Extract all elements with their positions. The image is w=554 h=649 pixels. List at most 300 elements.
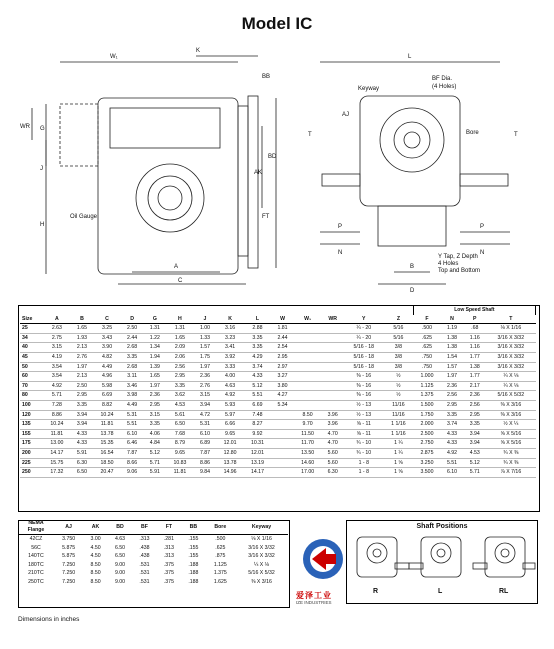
table-cell: 5.71 [463,468,486,478]
table-cell: 2.95 [143,400,166,410]
table-cell: 3.94 [463,439,486,449]
table-cell: 50 [20,362,43,372]
table-cell: 4.33 [441,429,464,439]
table-cell: 1.34 [143,343,166,353]
nema-cell: .375 [163,570,174,577]
table-cell: 4.82 [93,352,120,362]
table-cell: 2.50 [71,381,94,391]
nema-cell: 180TC [28,561,44,568]
table-cell: 3.54 [43,372,70,382]
dim-d: D [410,288,415,294]
table-cell: 7.68 [166,429,193,439]
table-body [20,324,536,478]
nema-column-header: AK [83,520,107,535]
table-row [20,439,536,449]
table-cell: 120 [20,410,43,420]
bf-dia-label: BF Dia. [432,76,453,82]
side-view [32,56,276,284]
dim-h: H [40,222,45,228]
table-cell: 3.35 [463,420,486,430]
table-cell: 3.35 [244,343,271,353]
table-cell: 1 ¼ [384,439,414,449]
table-cell: 11/16 [384,400,414,410]
column-header: D [121,315,144,324]
nema-row [18,535,288,544]
nema-cell: .188 [188,561,199,568]
table-cell: 4.53 [166,400,193,410]
table-cell: 15.75 [43,458,70,468]
table-cell: 6.10 [121,429,144,439]
dim-c: C [178,278,183,284]
table-cell: 4.33 [244,372,271,382]
column-header: A [43,315,70,324]
table-cell: 6.50 [166,420,193,430]
table-cell: 11.81 [43,429,70,439]
table-cell: 5.98 [93,381,120,391]
nema-cell: 9.00 [114,578,126,585]
gearbox-drawing [0,36,554,296]
table-row [20,468,536,478]
table-cell [271,448,294,458]
table-cell: ½ [384,372,414,382]
table-cell: 5/16 X 5/32 [486,391,535,401]
nema-row [18,578,288,587]
nema-cell: 210TC [28,570,44,577]
table-cell [271,429,294,439]
table-cell [294,362,321,372]
nema-cell: 3.750 [62,536,76,542]
table-cell: ¾ - 10 [344,439,383,449]
nema-cell: 5/16 X 5/32 [248,570,275,577]
table-cell: 5/16 [384,333,414,343]
table-cell: 1.000 [413,372,440,382]
table-cell: 1.00 [194,324,217,334]
nema-row [18,561,288,570]
table-cell: 3.16 [216,324,243,334]
table-row [20,324,536,334]
nema-cell: 7.250 [62,578,76,585]
table-cell: 5.51 [244,391,271,401]
table-row [20,372,536,382]
table-cell: 3.15 [143,410,166,420]
table-cell: 2.88 [244,324,271,334]
table-cell: ⅝ - 11 [344,420,383,430]
table-cell: 3.43 [93,333,120,343]
table-cell: ½ X ¼ [486,420,535,430]
table-cell: 6.10 [194,429,217,439]
table-cell: ⅜ - 16 [344,381,383,391]
table-cell [294,391,321,401]
table-cell [321,381,344,391]
table-cell: 40 [20,343,43,353]
table-cell: 6.69 [244,400,271,410]
nema-cell: .313 [163,544,174,551]
table-cell: 14.96 [216,468,243,478]
table-cell: 13.78 [93,429,120,439]
table-cell: 10.31 [244,439,271,449]
table-cell: 11.50 [294,429,321,439]
y-tap-holes: 4 Holes [438,261,459,267]
table-cell: 1 ⅝ [384,468,414,478]
bf-holes-label: (4 Holes) [432,84,457,90]
table-cell: 1 - 8 [344,468,383,478]
table-cell: 8.50 [294,410,321,420]
column-header: Size [20,315,43,324]
table-cell: 1 1/16 [384,420,414,430]
table-cell: 12.01 [216,439,243,449]
table-cell: 1.38 [441,333,464,343]
table-cell: 9.65 [216,429,243,439]
table-cell: 2.875 [413,448,440,458]
table-cell: 4.53 [463,448,486,458]
table-cell: ⅜ - 16 [344,391,383,401]
table-cell: 2.97 [271,362,294,372]
nema-cell: .438 [139,553,150,560]
dim-a: A [174,264,179,270]
table-cell: 2.95 [166,372,193,382]
table-cell: 11/16 [384,410,414,420]
table-cell: 3.98 [121,391,144,401]
table-row [20,400,536,410]
table-cell: ⅜ X 3/16 [486,410,535,420]
table-cell: 2.95 [71,391,94,401]
table-cell: 2.95 [463,410,486,420]
table-cell: .750 [413,352,440,362]
column-header: K [216,315,243,324]
table-cell: 3/16 X 3/32 [486,343,535,353]
table-cell: 9.70 [294,420,321,430]
table-cell: 12.80 [216,448,243,458]
nema-cell: 8.50 [90,570,101,577]
dim-p-right: P [480,224,485,230]
table-cell: .68 [463,324,486,334]
table-cell: 2.56 [166,362,193,372]
table-cell: 3.62 [166,391,193,401]
shaft-positions-diagrams [347,533,537,587]
nema-cell: ¼ X ⅛ [254,561,269,568]
table-cell: 5.91 [143,468,166,478]
table-cell: 5.34 [271,400,294,410]
table-cell: 4.29 [244,352,271,362]
table-cell [294,324,321,334]
table-cell: 3.92 [216,352,243,362]
nema-column-header: BD [108,520,132,535]
table-cell: 3.27 [271,372,294,382]
y-tap-label: Y Tap, Z Depth [438,254,478,260]
table-cell: 3.74 [441,420,464,430]
dim-ft: FT [262,214,270,220]
logo-english-text: IZE INDUSTRIES [296,600,332,605]
table-cell: 1.375 [413,391,440,401]
table-cell: 25 [20,324,43,334]
table-cell: 5.91 [71,448,94,458]
table-cell: 4.49 [121,400,144,410]
table-cell: ⅜ - 16 [344,372,383,382]
table-cell: 1.65 [143,372,166,382]
table-cell: 3/8 [384,343,414,353]
table-cell: 3.35 [71,400,94,410]
table-cell: 1 - 8 [344,458,383,468]
table-cell: 11.70 [294,439,321,449]
dim-l: L [408,54,412,60]
table-cell: 2.68 [121,343,144,353]
table-cell: 2.36 [194,372,217,382]
table-cell: 2.75 [43,333,70,343]
table-cell: 6.66 [216,420,243,430]
table-cell: 3.46 [121,381,144,391]
table-cell: 1.125 [413,381,440,391]
table-cell: 1.77 [463,352,486,362]
shaft-position-l: L [438,588,443,595]
nema-column-header: BB [181,520,205,535]
nema-cell: .531 [139,578,150,585]
table-cell [294,343,321,353]
nema-flange-table [18,520,288,587]
dim-bb: BB [262,74,271,80]
table-cell: 5.12 [143,448,166,458]
table-cell: 6.30 [71,458,94,468]
table-cell: 2.76 [71,352,94,362]
table-cell: 4.06 [143,429,166,439]
table-cell: 1.75 [194,352,217,362]
nema-cell: .155 [188,536,199,542]
nema-column-header: Keyway [235,520,288,535]
table-cell [294,333,321,343]
table-cell: ⅛ X 1/16 [486,324,535,334]
table-cell: 1 ¼ [384,448,414,458]
nema-cell: .281 [163,536,174,542]
table-cell: 60 [20,372,43,382]
table-row [20,381,536,391]
dim-t-left: T [308,132,312,138]
table-cell: 3.54 [43,362,70,372]
table-cell: 14.17 [43,448,70,458]
table-cell: 3.15 [43,343,70,353]
table-cell [294,381,321,391]
nema-cell: 5.875 [62,544,76,551]
table-cell: 1.19 [441,324,464,334]
table-cell: 18.50 [93,458,120,468]
table-cell: 4.49 [93,362,120,372]
table-cell: 2.750 [413,439,440,449]
table-row [20,448,536,458]
table-cell: 3.500 [413,468,440,478]
table-cell [271,439,294,449]
nema-column-header: BF [132,520,156,535]
nema-column-header: NEMA Flange [18,520,54,535]
table-cell: 3.94 [194,400,217,410]
table-cell: 10.24 [93,410,120,420]
table-cell: 20.47 [93,468,120,478]
table-cell: 3/16 X 3/32 [486,333,535,343]
table-cell: 14.17 [244,468,271,478]
nema-cell: 8.50 [90,561,101,568]
table-row [20,429,536,439]
nema-cell: 42CZ [29,536,43,542]
table-cell: 200 [20,448,43,458]
table-cell: ¼ X ⅛ [486,372,535,382]
table-cell: 3.74 [244,362,271,372]
table-cell: 2.68 [121,362,144,372]
table-cell [321,324,344,334]
column-header: WR [321,315,344,324]
low-speed-shaft-header: Low Speed Shaft [413,306,535,315]
table-cell: 1.31 [143,324,166,334]
table-cell: 9.84 [194,468,217,478]
keyway-label: Keyway [358,86,380,92]
table-cell: 6.10 [441,468,464,478]
table-cell [271,458,294,468]
table-row [20,391,536,401]
table-cell: 225 [20,458,43,468]
nema-cell: 6.50 [114,544,126,551]
table-cell: 4.92 [441,448,464,458]
table-cell: 5.31 [121,410,144,420]
table-cell: 3.94 [71,410,94,420]
table-cell: 1.31 [166,324,193,334]
table-cell: 2.06 [166,352,193,362]
table-cell: 3.250 [413,458,440,468]
table-cell: 3.80 [271,381,294,391]
shaft-positions-panel [346,520,538,604]
table-cell: 5.51 [441,458,464,468]
logo-chinese-text: 爱泽工业 [296,591,332,600]
table-cell: 70 [20,381,43,391]
ize-logo [300,534,346,594]
table-cell: ¾ X ⅜ [486,448,535,458]
nema-cell: 9.00 [114,570,126,577]
column-header: J [194,315,217,324]
table-cell: 13.78 [216,458,243,468]
table-cell: 2.000 [413,420,440,430]
column-header: Z [384,315,414,324]
y-tap-position: Top and Bottom [438,268,481,274]
table-cell: 3.94 [71,420,94,430]
table-cell: 2.95 [271,352,294,362]
table-cell: 3.11 [121,372,144,382]
table-cell: 1.65 [166,333,193,343]
table-cell: 1 1/16 [384,429,414,439]
bore-label: Bore [466,130,479,136]
nema-cell: 4.63 [114,536,126,542]
nema-column-header: Bore [206,520,235,535]
column-header: W₁ [294,315,321,324]
table-cell [271,468,294,478]
table-cell: 5.61 [166,410,193,420]
table-cell: 34 [20,333,43,343]
nema-cell: 4.50 [90,553,101,560]
table-cell: 1.65 [71,324,94,334]
nema-cell: .188 [188,570,199,577]
table-cell: 1.81 [271,324,294,334]
column-header: Y [344,315,383,324]
table-cell: ¼ - 20 [344,324,383,334]
table-cell: 3.35 [121,352,144,362]
nema-cell: ⅜ X 3/16 [251,578,272,585]
table-cell: 5.31 [194,420,217,430]
dim-t-right: T [514,132,518,138]
table-cell: 2.56 [441,391,464,401]
dim-p-left: P [338,224,343,230]
table-row [20,458,536,468]
nema-row [18,552,288,561]
table-cell: 5.12 [463,458,486,468]
table-cell: 3.15 [194,391,217,401]
table-cell: 6.89 [194,439,217,449]
table-cell: 1.500 [413,400,440,410]
nema-cell: .625 [215,544,226,551]
table-cell: 4.19 [43,352,70,362]
nema-cell: 250TC [28,578,44,585]
table-cell: 2.95 [441,400,464,410]
table-cell: .750 [413,362,440,372]
table-cell: 6.30 [321,468,344,478]
table-cell: 4.92 [43,381,70,391]
table-cell: 8.79 [166,439,193,449]
nema-cell: ⅛ X 1/16 [251,536,272,542]
table-cell: 3.23 [216,333,243,343]
table-cell: 3.35 [143,420,166,430]
table-cell: 7.28 [43,400,70,410]
table-cell: ⅜ X 3/16 [486,400,535,410]
nema-row [18,569,288,578]
table-cell: 5.97 [216,410,243,420]
table-cell: ⅝ - 11 [344,429,383,439]
table-cell: 7.87 [194,448,217,458]
table-cell: 4.92 [216,391,243,401]
nema-cell: 3/16 X 3/32 [248,544,275,551]
table-cell [321,343,344,353]
table-cell: 2.63 [43,324,70,334]
table-cell: 1.39 [143,362,166,372]
nema-cell: .155 [188,553,199,560]
nema-cell: .375 [163,561,174,568]
dim-n-left: N [338,250,343,256]
table-cell: 6.69 [93,391,120,401]
dim-bd: BD [268,154,277,160]
table-header-row [20,315,536,324]
table-cell: 80 [20,391,43,401]
table-cell [321,372,344,382]
dimension-table [20,305,536,478]
table-cell: 5.51 [121,420,144,430]
table-cell: 2.17 [463,381,486,391]
table-cell: 2.76 [194,381,217,391]
table-cell: 11.81 [166,468,193,478]
table-cell [271,410,294,420]
nema-cell: .438 [139,544,150,551]
table-cell: .625 [413,333,440,343]
table-cell: 4.33 [71,429,94,439]
table-cell: 4.27 [271,391,294,401]
table-cell: 17.00 [294,468,321,478]
nema-cell: .313 [163,553,174,560]
table-cell: 2.36 [143,391,166,401]
nema-cell: 8.50 [90,578,101,585]
dim-ak: AK [254,170,263,176]
nema-header-row [18,520,288,535]
table-cell: 4.63 [216,381,243,391]
table-row [20,352,536,362]
nema-row [18,544,288,553]
table-cell: 1.77 [463,372,486,382]
table-cell [294,400,321,410]
table-cell: 5.12 [244,381,271,391]
table-cell: 8.86 [43,410,70,420]
table-cell: 5/16 [384,324,414,334]
nema-cell: 56C [31,544,41,551]
dim-wr: WR [20,124,30,130]
